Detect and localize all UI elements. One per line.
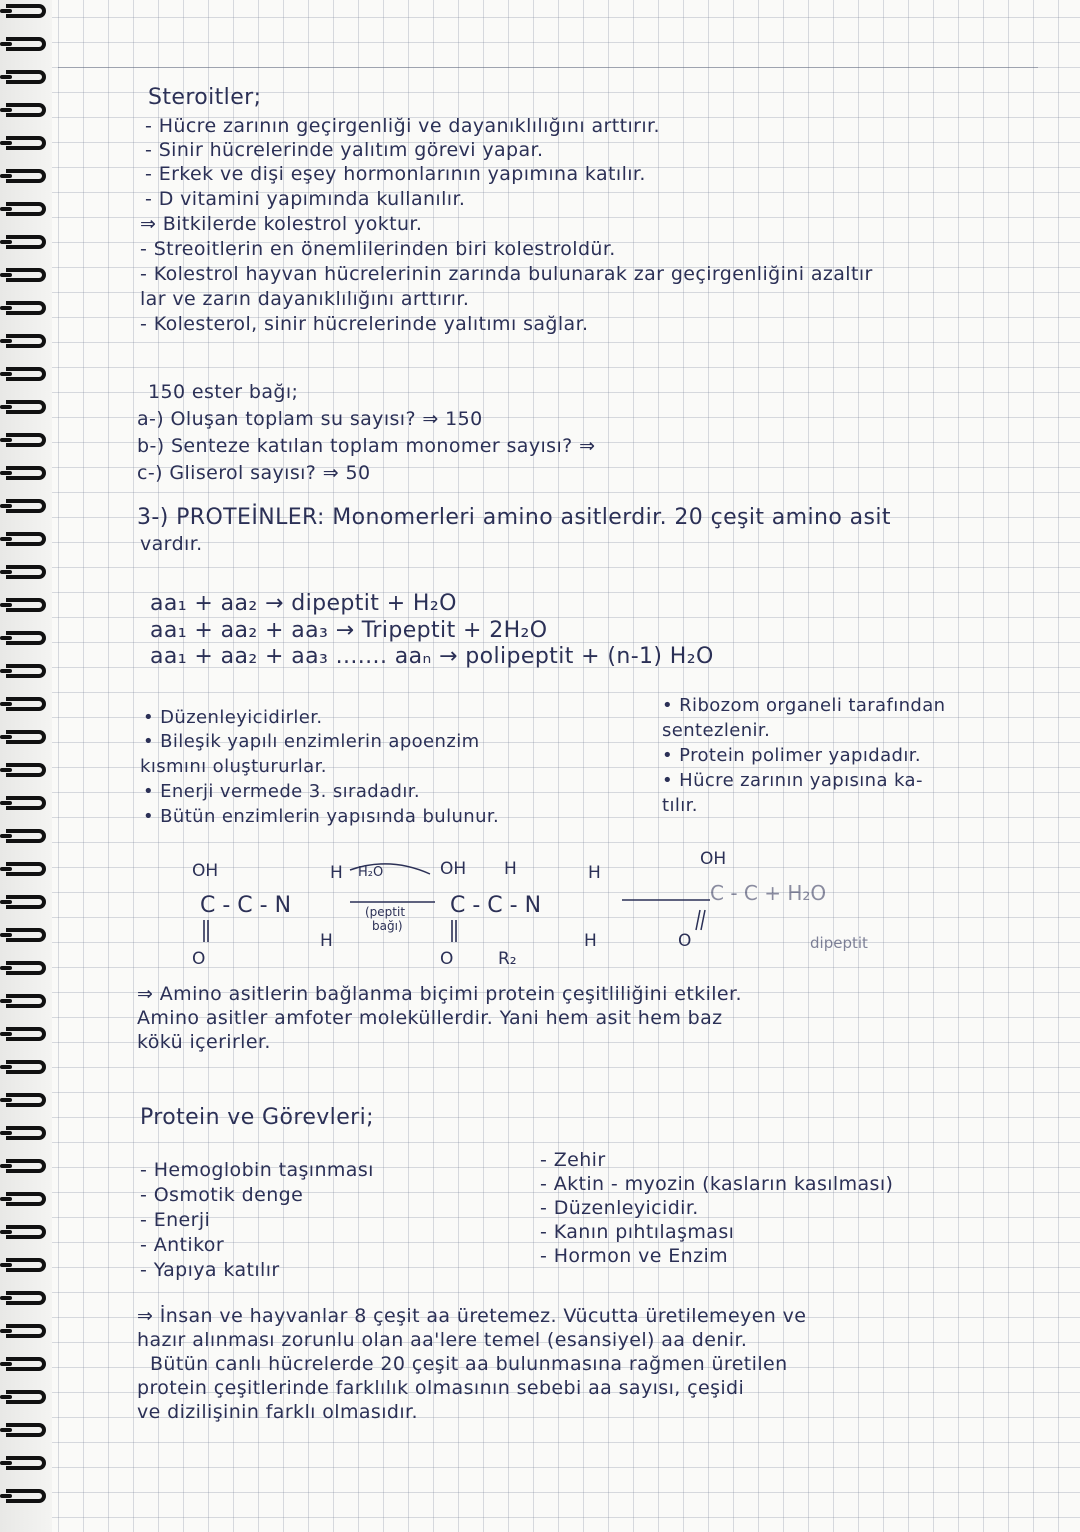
binding-ring xyxy=(6,829,46,843)
binding-ring xyxy=(6,70,46,84)
binding-ring xyxy=(6,1357,46,1371)
binding-ring xyxy=(6,1093,46,1107)
ester-question-a: a-) Oluşan toplam su sayısı? ⇒ 150 xyxy=(137,408,483,430)
protein-point: kısmını oluştururlar. xyxy=(140,756,327,777)
binding-ring xyxy=(6,631,46,645)
ester-question-c: c-) Gliserol sayısı? ⇒ 50 xyxy=(137,462,371,484)
binding-ring xyxy=(6,433,46,447)
binding-ring xyxy=(6,763,46,777)
oh-label: OH xyxy=(192,861,219,881)
amino-note: kökü içerirler. xyxy=(137,1031,271,1053)
chain-label: C - C - N xyxy=(200,893,292,918)
function-item: - Enerji xyxy=(140,1209,211,1231)
protein-point-right: • Protein polimer yapıdadır. xyxy=(662,745,921,766)
h-label: H xyxy=(584,931,597,951)
function-item-right: - Hormon ve Enzim xyxy=(540,1245,729,1267)
product-label: C - C + H₂O xyxy=(710,881,827,905)
binding-ring xyxy=(6,697,46,711)
binding-ring xyxy=(6,334,46,348)
binding-ring xyxy=(6,895,46,909)
binding-ring xyxy=(6,961,46,975)
binding-ring xyxy=(6,301,46,315)
oh-label: OH xyxy=(700,849,727,869)
amino-note: ⇒ Amino asitlerin bağlanma biçimi protein çeşitliliğini etkiler. xyxy=(137,983,742,1005)
r-group-label: R₂ xyxy=(498,949,517,968)
binding-ring xyxy=(6,796,46,810)
binding-ring xyxy=(6,499,46,513)
binding-ring xyxy=(6,1489,46,1503)
final-note: ve dizilişinin farklı olmasıdır. xyxy=(137,1401,418,1423)
bond-label: bağı) xyxy=(372,919,403,933)
binding-ring xyxy=(6,928,46,942)
equation-dipeptide: aa₁ + aa₂ → dipeptit + H₂O xyxy=(150,591,457,616)
protein-point-right: • Hücre zarının yapısına ka- xyxy=(662,770,923,791)
function-item-right: - Düzenleyicidir. xyxy=(540,1197,699,1219)
h-label: H xyxy=(330,863,343,883)
function-item-right: - Aktin - myozin (kasların kasılması) xyxy=(540,1173,894,1195)
binding-ring xyxy=(6,1126,46,1140)
oh-label: OH xyxy=(440,859,467,879)
protein-point-right: • Ribozom organeli tarafından xyxy=(662,695,946,716)
function-item-right: - Zehir xyxy=(540,1149,606,1171)
binding-ring xyxy=(6,532,46,546)
equation-polypeptide: aa₁ + aa₂ + aa₃ ....... aaₙ → polipeptit + (n-1) H₂O xyxy=(150,644,714,669)
equation-tripeptide: aa₁ + aa₂ + aa₃ → Tripeptit + 2H₂O xyxy=(150,618,548,643)
chain-label: C - C - N xyxy=(450,893,542,918)
steroids-line: ⇒ Bitkilerde kolestrol yoktur. xyxy=(140,213,423,235)
binding-ring xyxy=(6,664,46,678)
binding-ring xyxy=(6,466,46,480)
binding-ring xyxy=(6,1192,46,1206)
binding-ring xyxy=(6,1291,46,1305)
amino-note: Amino asitler amfoter moleküllerdir. Yani hem asit hem baz xyxy=(137,1007,723,1029)
steroids-line: - Kolestrol hayvan hücrelerinin zarında bulunarak zar geçirgenliğini azaltır xyxy=(140,263,873,285)
top-margin-line xyxy=(58,67,1038,68)
binding-ring xyxy=(6,1423,46,1437)
dipeptide-label: dipeptit xyxy=(810,934,868,952)
binding-ring xyxy=(6,4,46,18)
steroids-line: - Kolesterol, sinir hücrelerinde yalıtımı sağlar. xyxy=(140,313,589,335)
binding-ring xyxy=(6,994,46,1008)
protein-point: • Düzenleyicidirler. xyxy=(143,707,323,728)
steroids-line: - Sinir hücrelerinde yalıtım görevi yapar. xyxy=(145,139,544,161)
binding-ring xyxy=(6,1324,46,1338)
final-note: ⇒ İnsan ve hayvanlar 8 çeşit aa üretemez. Vücutta üretilemeyen ve xyxy=(137,1305,807,1327)
binding-ring xyxy=(6,1159,46,1173)
double-bond-line xyxy=(696,910,700,930)
final-note: Bütün canlı hücrelerde 20 çeşit aa bulunmasına rağmen üretilen xyxy=(150,1353,788,1375)
ester-question-b: b-) Senteze katılan toplam monomer sayısı? ⇒ xyxy=(137,435,596,457)
binding-ring xyxy=(6,1060,46,1074)
h-label: H xyxy=(320,931,333,951)
binding-ring xyxy=(6,862,46,876)
double-bond-line xyxy=(701,910,705,930)
steroids-line: lar ve zarın dayanıklılığını arttırır. xyxy=(140,288,470,310)
function-item: - Yapıya katılır xyxy=(140,1259,280,1281)
binding-ring xyxy=(6,367,46,381)
steroids-line: - Hücre zarının geçirgenliği ve dayanıklılığını arttırır. xyxy=(145,115,660,137)
binding-ring xyxy=(6,400,46,414)
final-note: protein çeşitlerinde farklılık olmasının sebebi aa sayısı, çeşidi xyxy=(137,1377,745,1399)
binding-ring xyxy=(6,37,46,51)
final-note: hazır alınması zorunlu olan aa'lere temel (esansiyel) aa denir. xyxy=(137,1329,748,1351)
steroids-line: - Erkek ve dişi eşey hormonlarının yapımına katılır. xyxy=(145,163,646,185)
function-item: - Hemoglobin taşınması xyxy=(140,1159,374,1181)
binding-ring xyxy=(6,136,46,150)
protein-point: • Bileşik yapılı enzimlerin apoenzim xyxy=(143,731,480,752)
protein-point-right: sentezlenir. xyxy=(662,720,771,741)
spiral-binding xyxy=(0,0,52,1532)
binding-ring xyxy=(6,202,46,216)
function-item-right: - Kanın pıhtılaşması xyxy=(540,1221,735,1243)
peptide-bond-diagram xyxy=(180,838,980,968)
o-label: O xyxy=(192,949,206,968)
binding-ring xyxy=(6,598,46,612)
o-label: O xyxy=(678,931,692,951)
proteins-heading: 3-) PROTEİNLER: Monomerleri amino asitlerdir. 20 çeşit amino asit xyxy=(137,505,891,530)
water-label: H₂O xyxy=(358,865,384,880)
binding-ring xyxy=(6,103,46,117)
binding-ring xyxy=(6,235,46,249)
o-label: O xyxy=(440,949,454,968)
steroids-line: - Streoitlerin en önemlilerinden biri kolestroldür. xyxy=(140,238,616,260)
ester-title: 150 ester bağı; xyxy=(148,381,299,403)
binding-ring xyxy=(6,730,46,744)
peptide-label: (peptit xyxy=(365,905,406,919)
binding-ring xyxy=(6,1456,46,1470)
function-item: - Antikor xyxy=(140,1234,225,1256)
h-label: H xyxy=(588,863,601,883)
protein-point: • Bütün enzimlerin yapısında bulunur. xyxy=(143,806,500,827)
binding-ring xyxy=(6,169,46,183)
functions-title: Protein ve Görevleri; xyxy=(140,1105,374,1130)
protein-point: • Enerji vermede 3. sıradadır. xyxy=(143,781,421,802)
steroids-line: - D vitamini yapımında kullanılır. xyxy=(145,188,466,210)
binding-ring xyxy=(6,1027,46,1041)
binding-ring xyxy=(6,565,46,579)
binding-ring xyxy=(6,1390,46,1404)
steroids-title: Steroitler; xyxy=(148,85,262,110)
protein-point-right: tılır. xyxy=(662,795,698,816)
binding-ring xyxy=(6,1225,46,1239)
binding-ring xyxy=(6,1258,46,1272)
function-item: - Osmotik denge xyxy=(140,1184,304,1206)
proteins-heading-cont: vardır. xyxy=(140,533,203,555)
h-label: H xyxy=(504,859,517,879)
binding-ring xyxy=(6,268,46,282)
